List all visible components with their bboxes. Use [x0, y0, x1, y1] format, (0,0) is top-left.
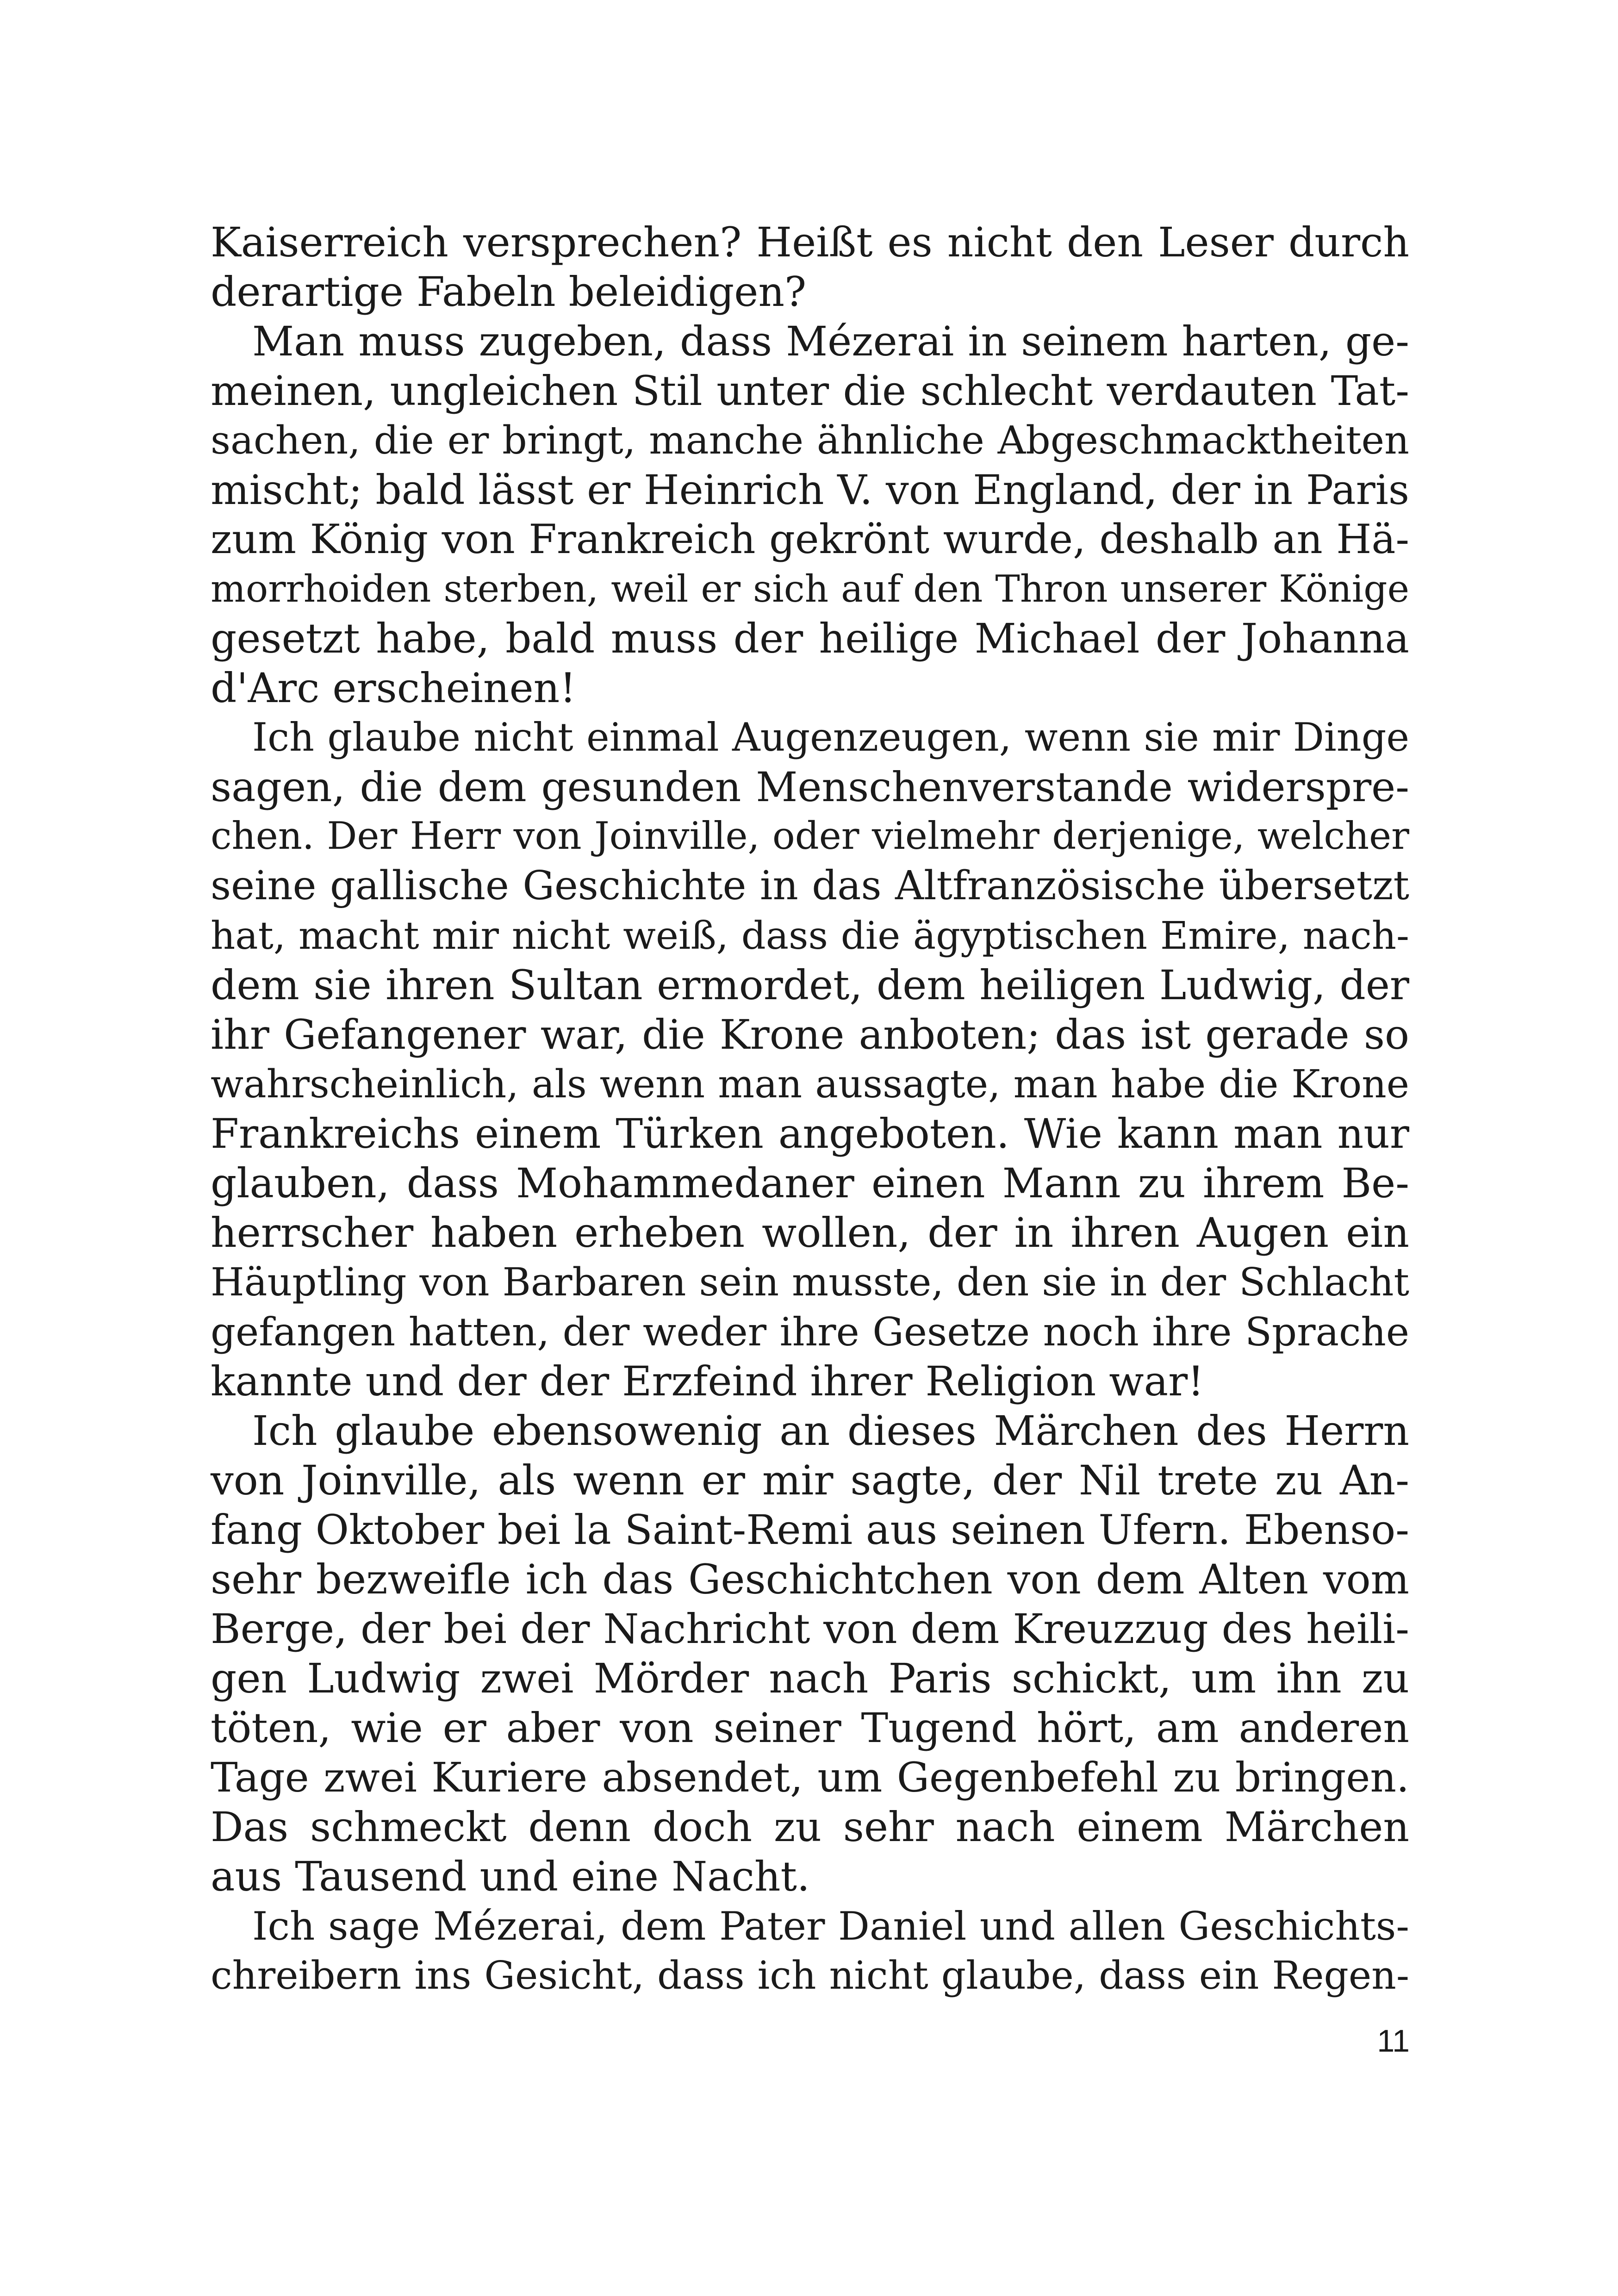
text-line: töten, wie er aber von seiner Tugend hört, am anderen [211, 1704, 1409, 1752]
text-line: glauben, dass Mohammedaner einen Mann zu ihrem Be- [211, 1159, 1409, 1207]
text-line: Tage zwei Kuriere absendet, um Gegenbefehl zu bringen. [211, 1754, 1409, 1801]
text-line: meinen, ungleichen Stil unter die schlecht verdauten Tat- [211, 367, 1409, 415]
text-line: Man muss zugeben, dass Mézerai in seinem harten, ge- [252, 317, 1409, 365]
text-line: kannte und der der Erzfeind ihrer Religion war! [211, 1357, 1204, 1405]
text-line: herrscher haben erheben wollen, der in ihren Augen ein [211, 1209, 1409, 1257]
text-line: gesetzt habe, bald muss der heilige Michael der Johanna [211, 615, 1409, 662]
text-line: ihr Gefangener war, die Krone anboten; das ist gerade so [211, 1011, 1409, 1058]
text-line: sachen, die er bringt, manche ähnliche Abgeschmacktheiten [211, 417, 1409, 463]
text-line: Ich glaube ebensowenig an dieses Märchen des Herrn [252, 1407, 1409, 1455]
text-line: Ich glaube nicht einmal Augenzeugen, wenn sie mir Dinge [252, 715, 1409, 760]
text-line: sehr bezweifle ich das Geschichtchen von dem Alten vom [211, 1556, 1409, 1603]
body-text [211, 218, 1409, 2000]
text-line: dem sie ihren Sultan ermordet, dem heiligen Ludwig, der [211, 961, 1409, 1009]
text-line: aus Tausend und eine Nacht. [211, 1853, 810, 1900]
text-line: mischt; bald lässt er Heinrich V. von England, der in Paris [211, 466, 1409, 514]
text-line: Frankreichs einem Türken angeboten. Wie kann man nur [211, 1110, 1409, 1157]
text-line: sagen, die dem gesunden Menschenverstande widerspre- [211, 763, 1409, 811]
text-line: Berge, der bei der Nachricht von dem Kreuzzug des heili- [211, 1605, 1409, 1653]
text-line: derartige Fabeln beleidigen? [211, 268, 807, 316]
text-line: morrhoiden sterben, weil er sich auf den Thron unserer Könige [211, 567, 1409, 610]
text-line: seine gallische Geschichte in das Altfranzösische übersetzt [211, 863, 1409, 909]
text-line: von Joinville, als wenn er mir sagte, der Nil trete zu An- [211, 1456, 1409, 1504]
text-line: gen Ludwig zwei Mörder nach Paris schickt, um ihn zu [211, 1655, 1409, 1702]
text-line: Das schmeckt denn doch zu sehr nach einem Märchen [211, 1803, 1409, 1851]
text-line: wahrscheinlich, als wenn man aussagte, man habe die Krone [211, 1062, 1409, 1107]
text-line: Kaiserreich versprechen? Heißt es nicht den Leser durch [211, 218, 1409, 266]
text-line: chen. Der Herr von Joinville, oder vielmehr derjenige, welcher [211, 815, 1409, 858]
text-line: Ich sage Mézerai, dem Pater Daniel und allen Geschichts- [252, 1903, 1409, 1949]
text-line: chreibern ins Gesicht, dass ich nicht glaube, dass ein Regen- [211, 1953, 1409, 1998]
text-line: d'Arc erscheinen! [211, 664, 576, 712]
text-line: hat, macht mir nicht weiß, dass die ägyptischen Emire, nach- [211, 913, 1409, 958]
text-line: zum König von Frankreich gekrönt wurde, deshalb an Hä- [211, 516, 1409, 563]
page-number: 11 [1377, 2023, 1410, 2059]
text-line: Häuptling von Barbaren sein musste, den sie in der Schlacht [211, 1260, 1409, 1305]
text-line: gefangen hatten, der weder ihre Gesetze noch ihre Sprache [211, 1309, 1409, 1355]
text-line: fang Oktober bei la Saint-Remi aus seinen Ufern. Ebenso- [211, 1506, 1409, 1554]
